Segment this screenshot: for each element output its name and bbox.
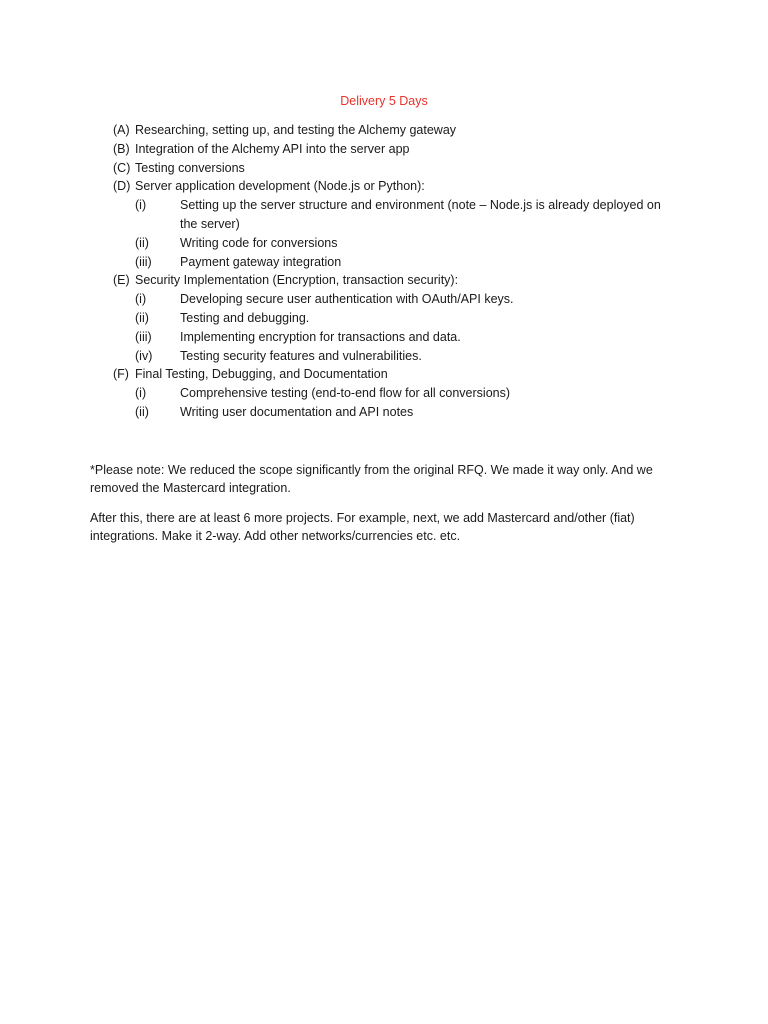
list-item-label: (E) bbox=[113, 273, 130, 288]
sub-item-text: Comprehensive testing (end-to-end flow for all conversions) bbox=[180, 386, 511, 401]
sub-item-label: (iv) bbox=[135, 348, 153, 363]
list-item-text: Security Implementation (Encryption, transaction security): bbox=[135, 273, 459, 288]
sub-item-text: Writing code for conversions bbox=[180, 235, 338, 250]
list-item-label: (D) bbox=[113, 179, 131, 194]
list-item-label: (A) bbox=[113, 123, 130, 137]
sub-item-label: (iii) bbox=[135, 329, 152, 344]
sub-item-f-i bbox=[113, 384, 693, 403]
list-item-e bbox=[113, 271, 693, 290]
document-title: Delivery 5 Days bbox=[340, 94, 428, 108]
sub-item-text: Setting up the server structure and environment (note – Node.js is already deployed on the server) bbox=[180, 198, 661, 231]
list-item-label: (F) bbox=[113, 367, 129, 382]
list-item-text: Server application development (Node.js or Python): bbox=[135, 179, 425, 194]
sub-item-d-i bbox=[113, 196, 693, 234]
list-item-label: (C) bbox=[113, 160, 131, 175]
list-item-b bbox=[113, 140, 693, 159]
sub-item-f-ii bbox=[113, 403, 693, 422]
sub-item-text: Testing and debugging. bbox=[180, 310, 310, 325]
deliverables-list bbox=[113, 121, 693, 422]
list-item-f bbox=[113, 365, 693, 384]
sub-item-d-iii bbox=[113, 253, 693, 272]
sub-item-text: Testing security features and vulnerabilities. bbox=[180, 348, 422, 363]
sub-item-text: Writing user documentation and API notes bbox=[180, 404, 414, 419]
list-item-c bbox=[113, 159, 693, 178]
sub-item-text: Developing secure user authentication with OAuth/API keys. bbox=[180, 292, 514, 307]
list-item-label: (B) bbox=[113, 141, 130, 156]
sub-item-e-iii bbox=[113, 328, 693, 347]
scope-note: *Please note: We reduced the scope significantly from the original RFQ. We made it way only. And we removed the Mastercard integration. bbox=[90, 463, 653, 495]
sub-item-d-ii bbox=[113, 234, 693, 253]
sub-item-label: (ii) bbox=[135, 235, 149, 250]
list-item-a bbox=[113, 121, 693, 140]
sub-item-text: Implementing encryption for transactions and data. bbox=[180, 329, 461, 344]
sub-item-label: (iii) bbox=[135, 254, 152, 269]
sub-item-label: (i) bbox=[135, 198, 147, 213]
sub-item-e-iv bbox=[113, 347, 693, 366]
list-item-text: Researching, setting up, and testing the Alchemy gateway bbox=[135, 123, 457, 137]
list-item-text: Integration of the Alchemy API into the server app bbox=[135, 141, 410, 156]
list-item-text: Final Testing, Debugging, and Documentation bbox=[135, 367, 388, 382]
sub-item-text: Payment gateway integration bbox=[180, 254, 342, 269]
future-projects-note: After this, there are at least 6 more projects. For example, next, we add Mastercard and/other (fiat) integrations. Make it 2-way. Add other networks/currencies etc. etc. bbox=[90, 511, 635, 543]
list-item-d bbox=[113, 177, 693, 196]
sub-item-label: (i) bbox=[135, 292, 147, 307]
list-item-text: Testing conversions bbox=[135, 160, 245, 175]
sub-item-label: (ii) bbox=[135, 404, 149, 419]
sub-item-e-i bbox=[113, 290, 693, 309]
sub-item-label: (i) bbox=[135, 386, 147, 401]
sub-item-label: (ii) bbox=[135, 310, 149, 325]
sub-item-e-ii bbox=[113, 309, 693, 328]
